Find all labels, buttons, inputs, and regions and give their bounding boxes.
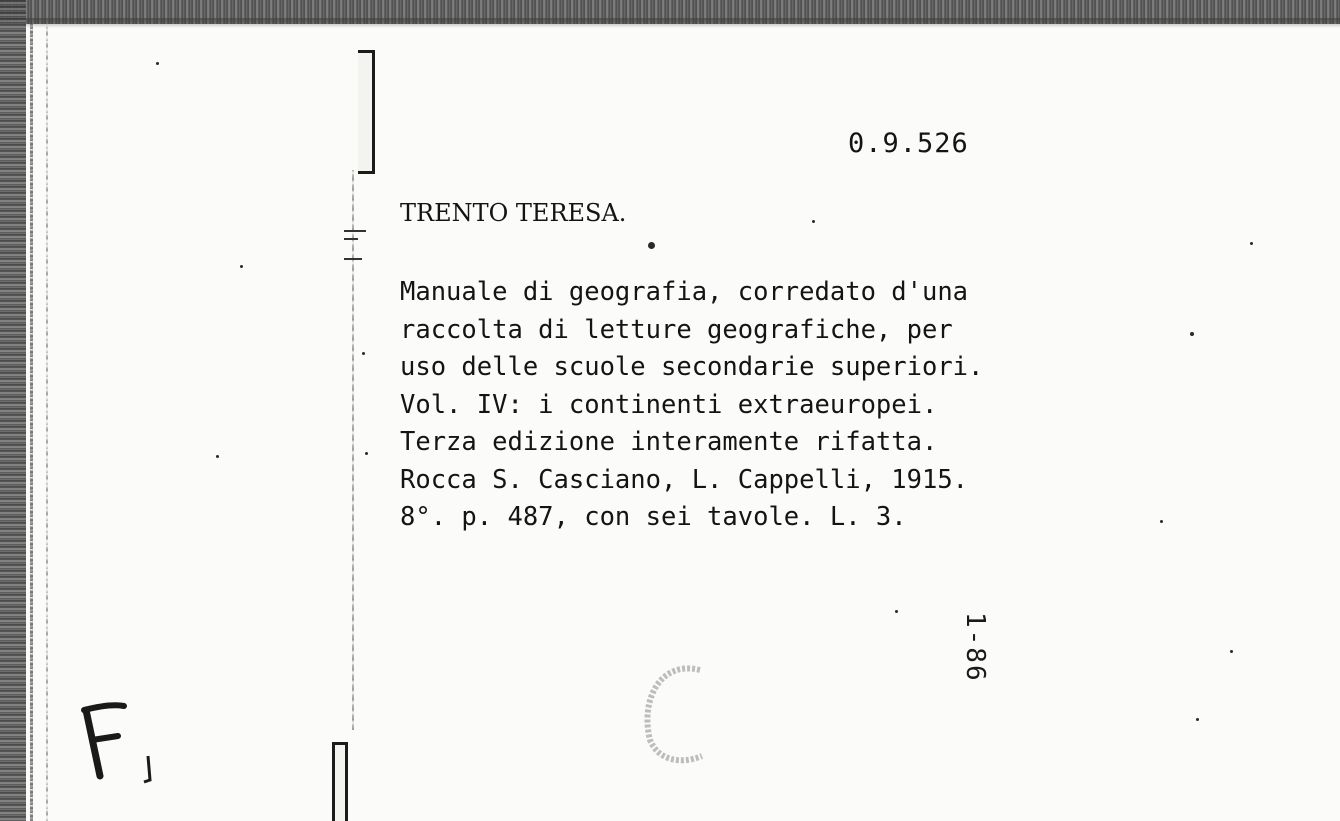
description-line: uso delle scuole secondarie superiori. xyxy=(400,352,984,382)
speck xyxy=(1160,520,1163,523)
speck xyxy=(895,610,898,613)
rotated-side-mark: 1-86 xyxy=(960,612,990,683)
description-line: Vol. IV: i continenti extraeuropei. xyxy=(400,389,938,420)
speck xyxy=(1196,718,1199,721)
handwritten-f-stamp xyxy=(78,698,158,788)
author-heading: TRENTO TERESA. xyxy=(400,199,627,227)
speck xyxy=(362,352,365,355)
speck xyxy=(240,265,243,268)
divider-tick xyxy=(344,258,362,260)
binding-line-secondary xyxy=(46,24,48,821)
speck xyxy=(216,455,219,458)
card-tab-bottom xyxy=(332,742,348,821)
divider-tick xyxy=(344,230,366,232)
speck xyxy=(1190,332,1194,336)
ink-dot xyxy=(648,242,655,249)
binding-line xyxy=(30,24,33,821)
scan-left-edge xyxy=(0,0,26,821)
speck xyxy=(365,452,368,455)
card-divider-line xyxy=(352,170,354,730)
description-line: 8°. p. 487, con sei tavole. L. 3. xyxy=(400,502,907,532)
call-number: 0.9.526 xyxy=(848,128,969,159)
speck xyxy=(1250,242,1253,245)
description-line: Terza edizione interamente rifatta. xyxy=(400,427,938,457)
description-line: raccolta di letture geografiche, per xyxy=(400,314,953,345)
speck xyxy=(156,62,159,65)
faint-stamp-mark xyxy=(630,660,720,770)
speck xyxy=(1230,650,1233,653)
card-tab-top xyxy=(358,50,375,174)
description-line: Manuale di geografia, corredato d'una xyxy=(400,277,969,307)
speck xyxy=(812,220,815,223)
divider-tick xyxy=(344,238,358,240)
bibliographic-description xyxy=(400,274,1120,537)
scan-top-shadow xyxy=(0,18,1340,28)
description-line: Rocca S. Casciano, L. Cappelli, 1915. xyxy=(400,464,969,495)
